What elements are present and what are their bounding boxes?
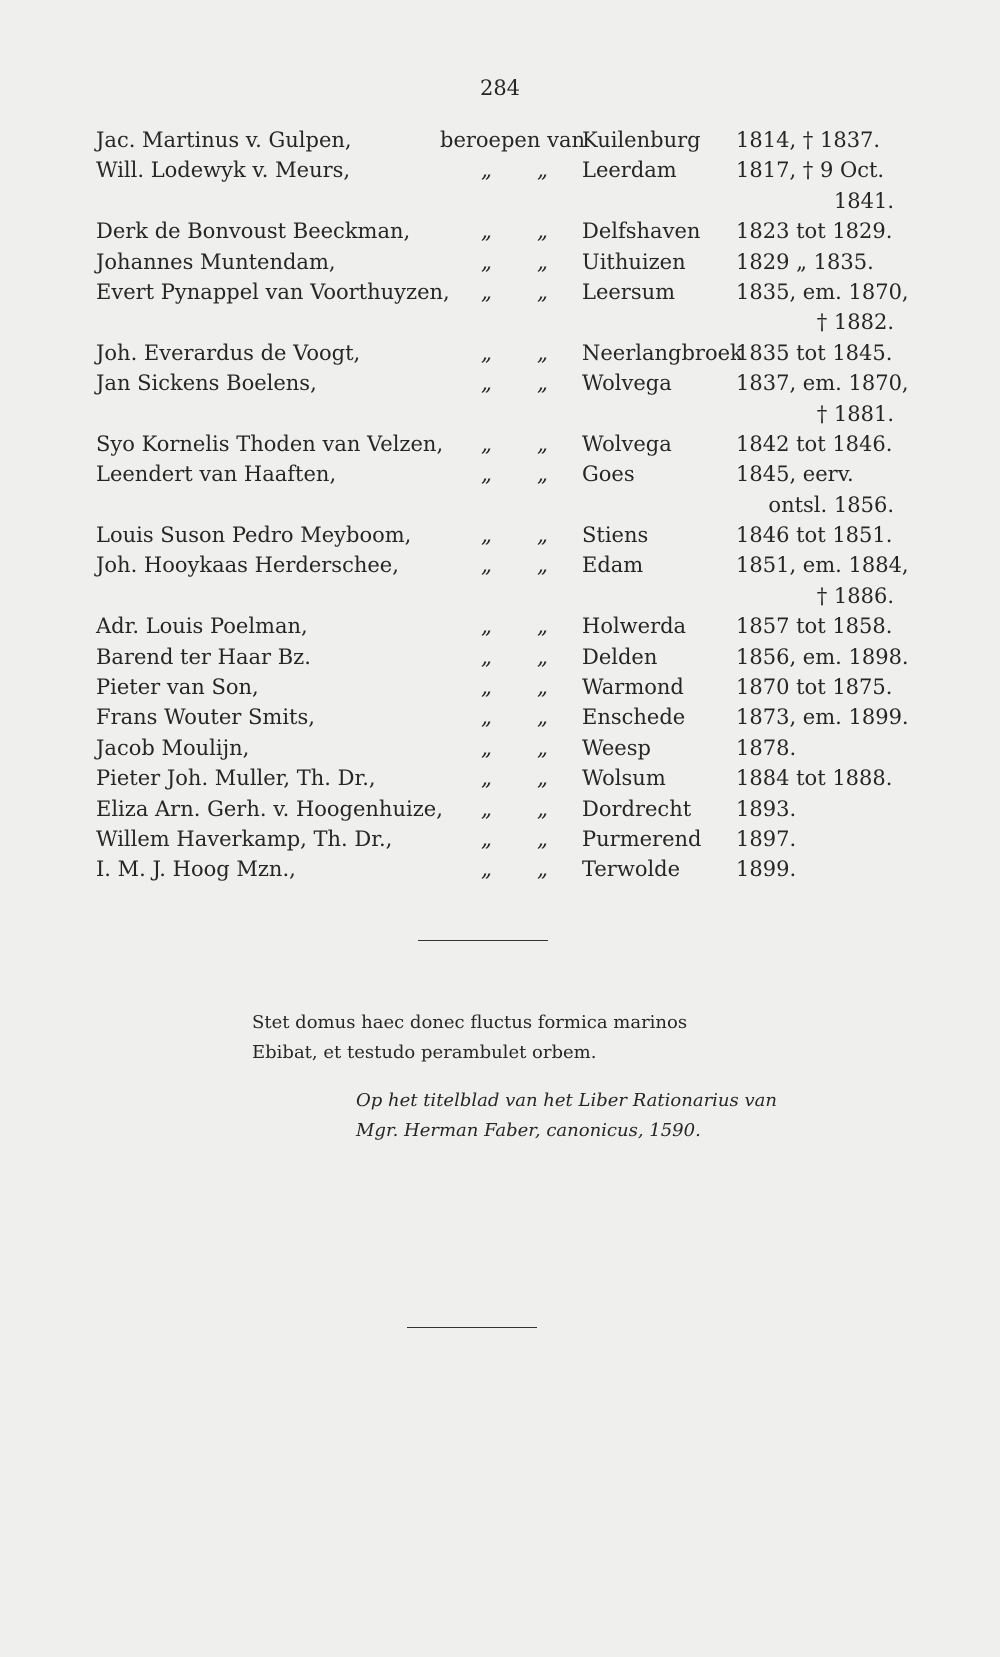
continuation-row: [0, 189, 1000, 219]
list-item: [0, 645, 1000, 675]
ditto-mark: „: [537, 735, 548, 760]
continuation-row: [0, 402, 1000, 432]
pastor-name: Adr. Louis Poelman,: [96, 614, 308, 639]
continued-dates: † 1881.: [816, 401, 894, 426]
list-item: [0, 705, 1000, 735]
ditto-mark: „: [481, 553, 492, 578]
pastor-name: Frans Wouter Smits,: [96, 705, 315, 730]
ditto-mark: „: [481, 705, 492, 730]
place-name: Wolvega: [582, 431, 672, 456]
ditto-mark: „: [481, 796, 492, 821]
list-item: [0, 250, 1000, 280]
ditto-mark: „: [481, 675, 492, 700]
service-dates: 1814, † 1837.: [736, 128, 881, 152]
place-name: Goes: [582, 462, 635, 487]
called-word: beroepen: [440, 128, 541, 152]
service-dates: 1899.: [736, 857, 797, 882]
place-name: Weesp: [582, 735, 651, 760]
pastor-name: Evert Pynappel van Voorthuyzen,: [96, 279, 450, 304]
service-dates: 1837, em. 1870,: [736, 371, 909, 396]
from-word: van: [547, 128, 585, 152]
continuation-row: [0, 584, 1000, 614]
latin-quote: [252, 1008, 687, 1068]
ditto-mark: „: [537, 644, 548, 669]
service-dates: 1884 tot 1888.: [736, 766, 893, 791]
pastor-name: Pieter van Son,: [96, 675, 259, 700]
pastor-name: Jan Sickens Boelens,: [96, 371, 317, 396]
list-item: [0, 432, 1000, 462]
ditto-mark: „: [481, 431, 492, 456]
service-dates: 1873, em. 1899.: [736, 705, 909, 730]
service-dates: 1817, † 9 Oct.: [736, 158, 885, 183]
page-number: 284: [479, 76, 521, 100]
pastor-name: Joh. Everardus de Voogt,: [96, 340, 361, 365]
list-item: [0, 371, 1000, 401]
ditto-mark: „: [481, 614, 492, 639]
place-name: Kuilenburg: [582, 128, 701, 152]
list-item: [0, 341, 1000, 371]
divider-top: [418, 940, 548, 941]
place-name: Delfshaven: [582, 219, 701, 244]
list-item: [0, 158, 1000, 188]
ditto-mark: „: [537, 340, 548, 365]
service-dates: 1893.: [736, 796, 797, 821]
ditto-mark: „: [537, 857, 548, 882]
continuation-row: [0, 310, 1000, 340]
place-name: Dordrecht: [582, 796, 692, 821]
quote-line-2: Ebibat, et testudo perambulet orbem.: [252, 1042, 597, 1063]
place-name: Terwolde: [582, 857, 681, 882]
place-name: Enschede: [582, 705, 686, 730]
ditto-mark: „: [481, 219, 492, 244]
place-name: Uithuizen: [582, 249, 686, 274]
quote-line-1: Stet domus haec donec fluctus formica marinos: [252, 1012, 688, 1033]
service-dates: 1829 „ 1835.: [736, 249, 874, 274]
pastor-name: Will. Lodewyk v. Meurs,: [96, 158, 351, 183]
service-dates: 1856, em. 1898.: [736, 644, 909, 669]
ditto-mark: „: [537, 675, 548, 700]
place-name: Purmerend: [582, 826, 702, 851]
ditto-mark: „: [537, 826, 548, 851]
pastor-name: Jac. Martinus v. Gulpen,: [96, 128, 352, 152]
ditto-mark: „: [537, 553, 548, 578]
service-dates: 1846 tot 1851.: [736, 523, 893, 548]
ditto-mark: „: [481, 279, 492, 304]
service-dates: 1878.: [736, 735, 797, 760]
list-item: [0, 523, 1000, 553]
quote-source: [356, 1086, 777, 1146]
ditto-mark: „: [537, 705, 548, 730]
place-name: Stiens: [582, 523, 649, 548]
ditto-mark: „: [537, 371, 548, 396]
called-from-label: [440, 128, 585, 152]
ditto-mark: „: [481, 857, 492, 882]
source-line-2: Mgr. Herman Faber, canonicus, 1590.: [356, 1120, 701, 1141]
place-name: Wolvega: [582, 371, 672, 396]
list-item: [0, 280, 1000, 310]
place-name: Leerdam: [582, 158, 677, 183]
continuation-row: [0, 493, 1000, 523]
list-item: [0, 553, 1000, 583]
list-item: [0, 614, 1000, 644]
service-dates: 1835 tot 1845.: [736, 340, 893, 365]
place-name: Leersum: [582, 279, 676, 304]
list-item: [0, 128, 1000, 158]
place-name: Holwerda: [582, 614, 687, 639]
continued-dates: † 1882.: [816, 310, 894, 335]
pastor-name: Barend ter Haar Bz.: [96, 644, 311, 669]
pastor-name: Willem Haverkamp, Th. Dr.,: [96, 826, 393, 851]
list-item: [0, 766, 1000, 796]
ditto-mark: „: [537, 766, 548, 791]
continued-dates: 1841.: [833, 188, 894, 213]
list-item: [0, 675, 1000, 705]
pastor-name: Syo Kornelis Thoden van Velzen,: [96, 431, 444, 456]
pastor-name: Pieter Joh. Muller, Th. Dr.,: [96, 766, 376, 791]
service-dates: 1870 tot 1875.: [736, 675, 893, 700]
ditto-mark: „: [537, 279, 548, 304]
ditto-mark: „: [537, 249, 548, 274]
ditto-mark: „: [481, 249, 492, 274]
ditto-mark: „: [537, 431, 548, 456]
list-item: [0, 462, 1000, 492]
ditto-mark: „: [481, 826, 492, 851]
pastor-name: Eliza Arn. Gerh. v. Hoogenhuize,: [96, 796, 443, 821]
service-dates: 1823 tot 1829.: [736, 219, 893, 244]
pastor-name: I. M. J. Hoog Mzn.,: [96, 857, 296, 882]
service-dates: 1857 tot 1858.: [736, 614, 893, 639]
ditto-mark: „: [481, 766, 492, 791]
ditto-mark: „: [481, 158, 492, 183]
list-item: [0, 857, 1000, 887]
pastor-name: Louis Suson Pedro Meyboom,: [96, 523, 412, 548]
pastor-name: Joh. Hooykaas Herderschee,: [96, 553, 399, 578]
service-dates: 1897.: [736, 826, 797, 851]
ditto-mark: „: [481, 340, 492, 365]
place-name: Neerlangbroek: [582, 340, 743, 365]
ditto-mark: „: [537, 158, 548, 183]
ditto-mark: „: [537, 219, 548, 244]
pastor-list: [0, 128, 1000, 888]
service-dates: 1845, eerv.: [736, 462, 854, 487]
ditto-mark: „: [481, 523, 492, 548]
service-dates: 1851, em. 1884,: [736, 553, 909, 578]
service-dates: 1835, em. 1870,: [736, 279, 909, 304]
pastor-name: Derk de Bonvoust Beeckman,: [96, 219, 411, 244]
continued-dates: ontsl. 1856.: [768, 492, 894, 517]
ditto-mark: „: [537, 523, 548, 548]
ditto-mark: „: [537, 462, 548, 487]
ditto-mark: „: [537, 796, 548, 821]
pastor-name: Leendert van Haaften,: [96, 462, 337, 487]
pastor-name: Jacob Moulijn,: [96, 735, 250, 760]
ditto-mark: „: [481, 644, 492, 669]
ditto-mark: „: [481, 371, 492, 396]
ditto-mark: „: [481, 462, 492, 487]
list-item: [0, 827, 1000, 857]
place-name: Edam: [582, 553, 644, 578]
place-name: Wolsum: [582, 766, 666, 791]
pastor-name: Johannes Muntendam,: [96, 249, 336, 274]
place-name: Delden: [582, 644, 658, 669]
ditto-mark: „: [537, 614, 548, 639]
source-line-1: Op het titelblad van het Liber Rationarius van: [356, 1090, 777, 1111]
list-item: [0, 797, 1000, 827]
continued-dates: † 1886.: [816, 583, 894, 608]
place-name: Warmond: [582, 675, 684, 700]
divider-bottom: [407, 1327, 537, 1328]
ditto-mark: „: [481, 735, 492, 760]
service-dates: 1842 tot 1846.: [736, 431, 893, 456]
list-item: [0, 219, 1000, 249]
list-item: [0, 736, 1000, 766]
